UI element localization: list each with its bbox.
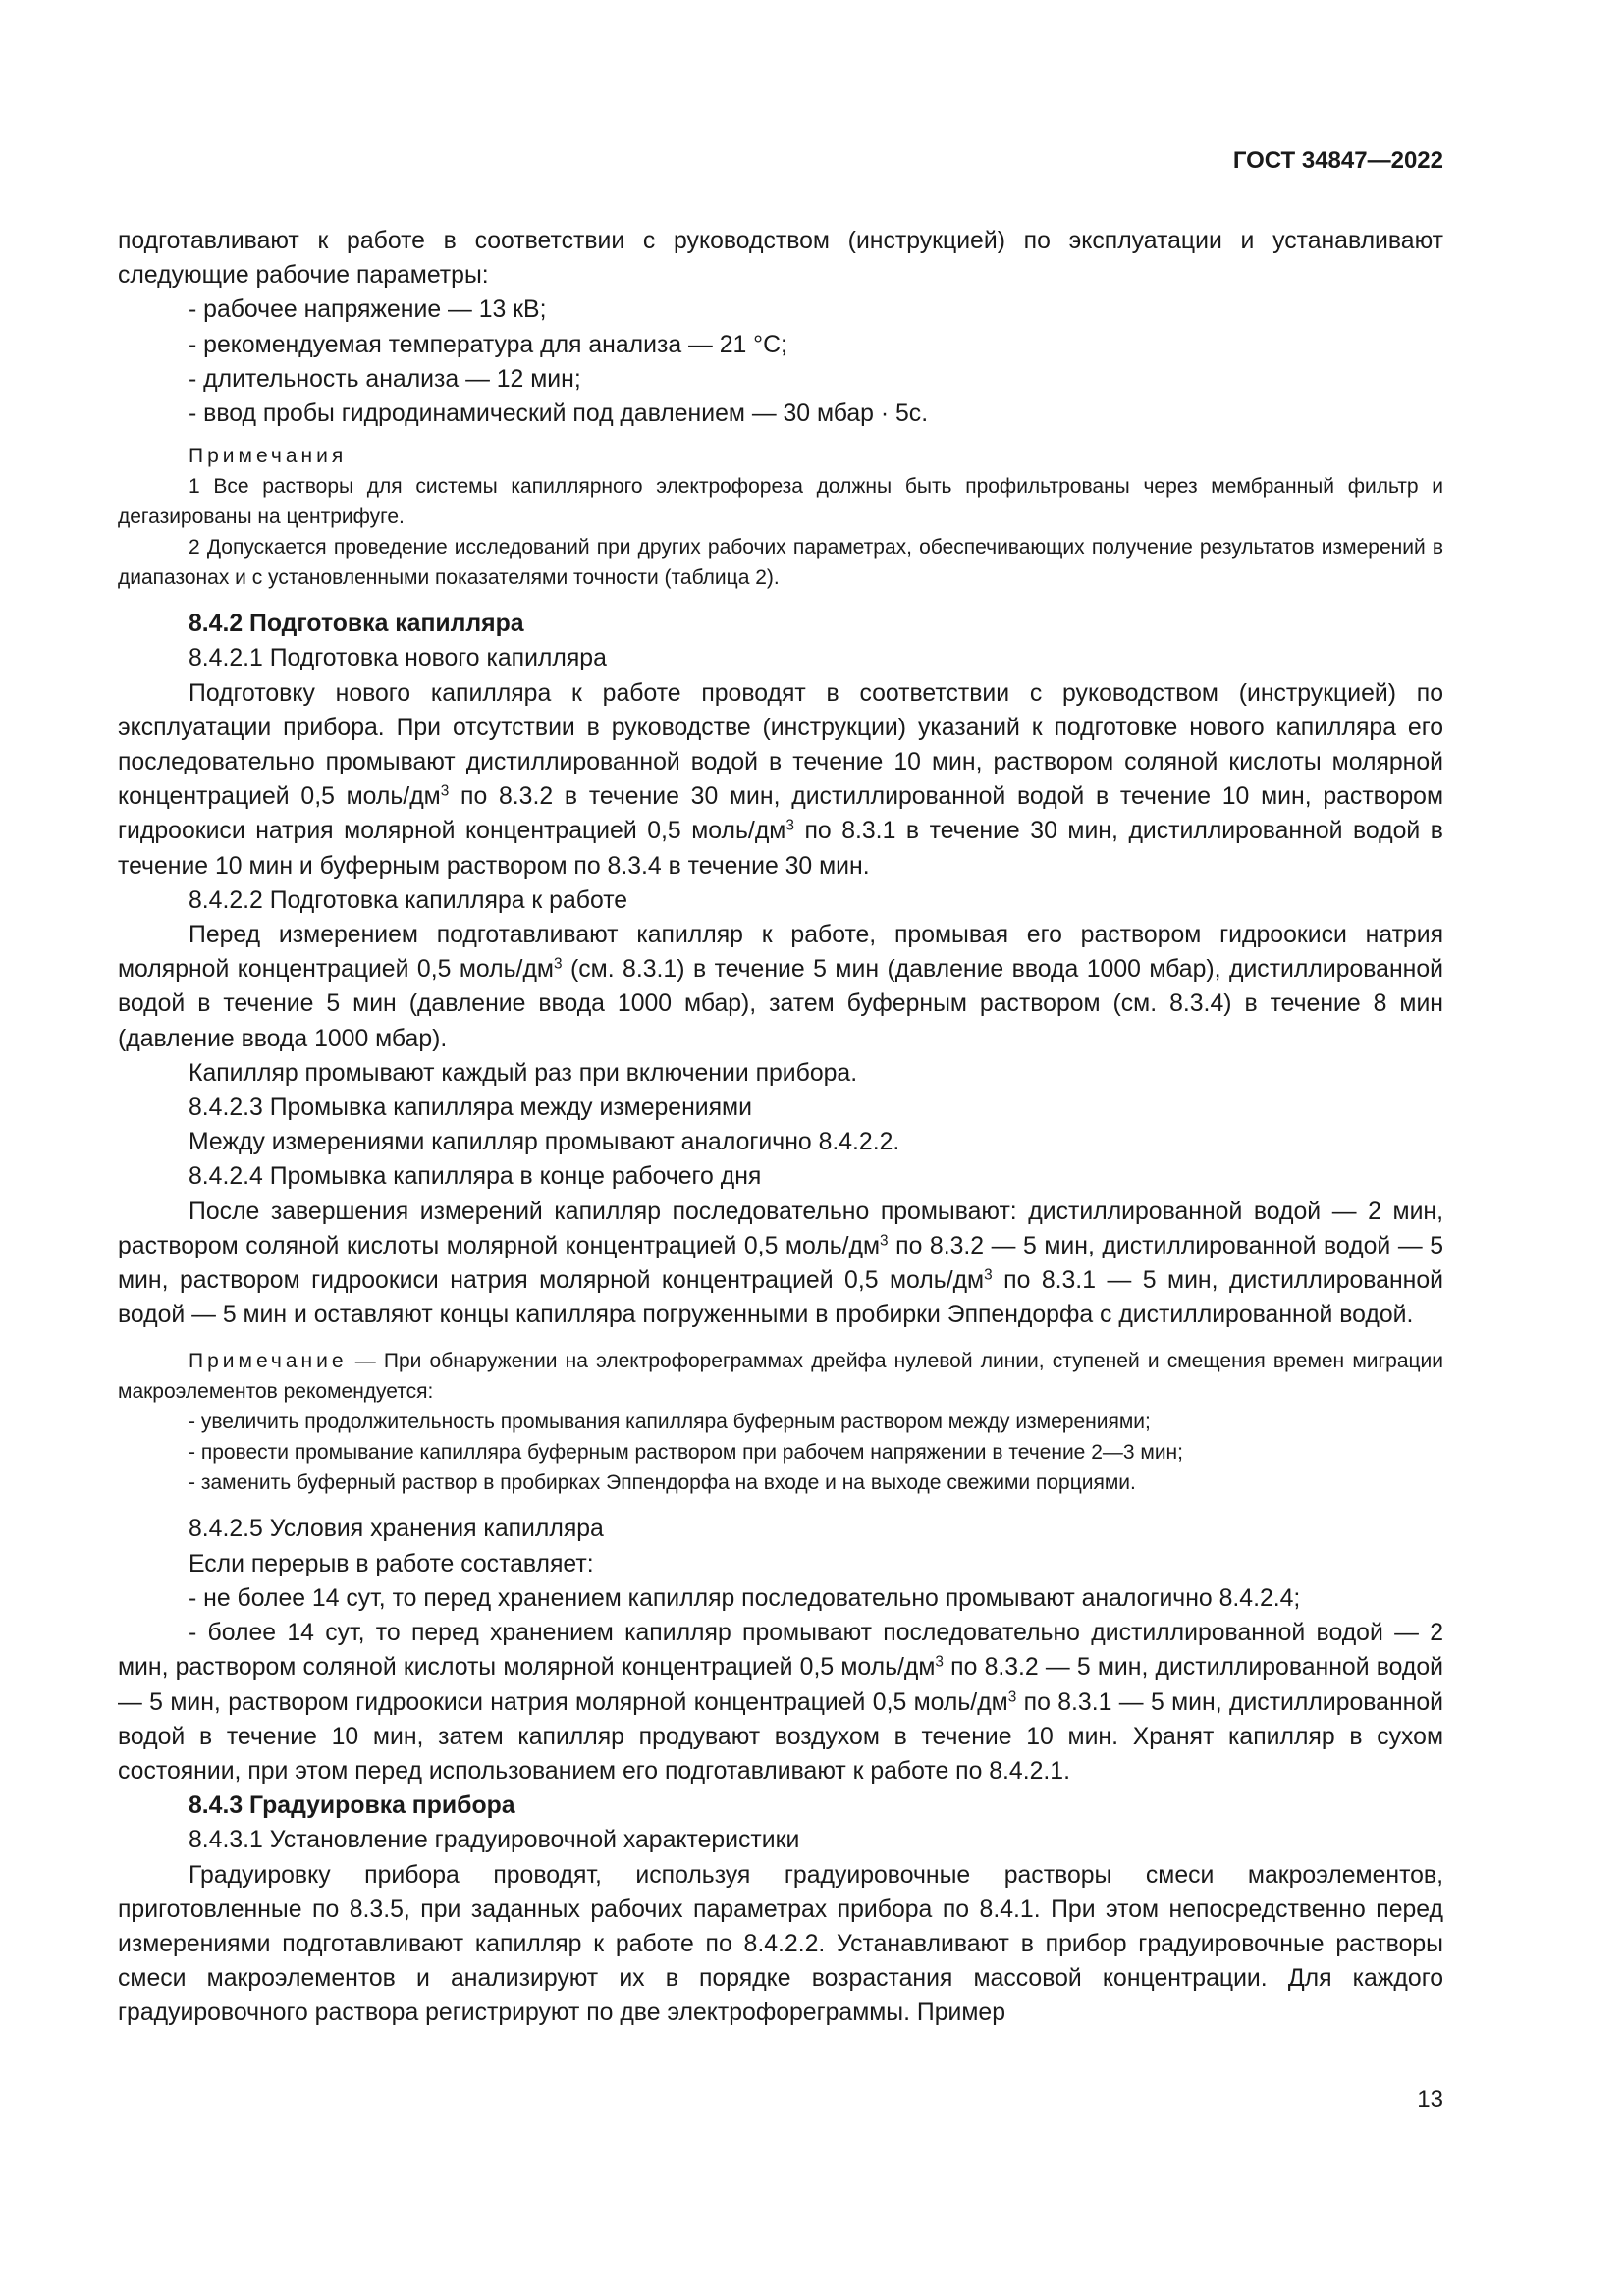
- storage-item-2: - более 14 сут, то перед хранением капилляр промывают последовательно дистиллированной водой — 2 мин, раствором соляной кислоты молярной концентрацией 0,5 моль/$дм^3$ по 8.3.2 — 5 мин, дистиллированной водой — 5 мин, раствором гидроокиси натрия молярной концентрацией 0,5 моль/$дм^3$ по 8.3.1 — 5 мин, дистиллированной водой в течение 10 мин, затем капилляр продувают воздухом в течение 10 мин. Хранят капилляр в сухом состоянии, при этом перед использованием его подготавливают к работе по 8.4.2.1.: [118, 1620, 1443, 1785]
- paragraph-8-4-2-5: Если перерыв в работе составляет:: [189, 1550, 594, 1577]
- note-8-4-2-4: Примечание — При обнаружении на электрофореграммах дрейфа нулевой линии, ступеней и смещения времен миграции макроэлементов рекомендуется:: [118, 1350, 1443, 1404]
- paragraph-8-4-2-4: После завершения измерений капилляр последовательно промывают: дистиллированной водой — 2 мин, раствором соляной кислоты молярной концентрацией 0,5 моль/$дм^3$ по 8.3.2 — 5 мин, дистиллированной водой — 5 мин, раствором гидроокиси натрия молярной концентрацией 0,5 моль/$дм^3$ по 8.3.1 — 5 мин, дистиллированной водой — 5 мин и оставляют концы капилляра погруженными в пробирки Эппендорфа с дистиллированной водой.: [118, 1198, 1444, 1329]
- section-8-4-2-3-heading: 8.4.2.3 Промывка капилляра между измерениями: [189, 1095, 752, 1122]
- section-8-4-2-5-heading: 8.4.2.5 Условия хранения капилляра: [189, 1516, 604, 1543]
- section-8-4-2-1-heading: 8.4.2.1 Подготовка нового капилляра: [189, 645, 607, 672]
- section-8-4-3-1-heading: 8.4.3.1 Установление градуировочной характеристики: [189, 1827, 800, 1854]
- note-2: 2 Допускается проведение исследований при других рабочих параметрах, обеспечивающих получение результатов измерений в диапазонах и с установленными показателями точности (таблица 2).: [118, 536, 1443, 590]
- storage-item-1: - не более 14 сут, то перед хранением капилляр последовательно промывают аналогично 8.4.2.4;: [189, 1584, 1301, 1612]
- param-item: - длительность анализа — 12 мин;: [189, 365, 581, 393]
- param-item: - рекомендуемая температура для анализа — 21 °С;: [189, 331, 787, 358]
- param-item: - рабочее напряжение — 13 кВ;: [189, 296, 547, 324]
- note-item: - провести промывание капилляра буферным раствором при рабочем напряжении в течение 2—3 мин;: [189, 1441, 1183, 1465]
- standard-header: ГОСТ 34847—2022: [1232, 147, 1443, 174]
- note-item: - заменить буферный раствор в пробирках Эппендорфа на входе и на выходе свежими порциями.: [189, 1471, 1136, 1495]
- note-1: 1 Все растворы для системы капиллярного электрофореза должны быть профильтрованы через мембранный фильтр и дегазированы на центрифуге.: [118, 475, 1443, 529]
- notes-heading: Примечания: [189, 445, 348, 468]
- page-content: [118, 224, 1443, 2031]
- paragraph-8-4-2-3: Между измерениями капилляр промывают аналогично 8.4.2.2.: [189, 1129, 900, 1156]
- paragraph-8-4-2-1: Подготовку нового капилляра к работе проводят в соответствии с руководством (инструкцией) по эксплуатации прибора. При отсутствии в руководстве (инструкции) указаний к подготовке нового капилляра его последовательно промывают дистиллированной водой в течение 10 мин, раствором соляной кислоты молярной концентрацией 0,5 моль/$дм^3$ по 8.3.2 в течение 30 мин, дистиллированной водой в течение 10 мин, раствором гидроокиси натрия молярной концентрацией 0,5 моль/$дм^3$ по 8.3.1 в течение 30 мин, дистиллированной водой в течение 10 мин и буферным раствором по 8.3.4 в течение 30 мин.: [118, 679, 1443, 880]
- paragraph-8-4-2-2-b: Капилляр промывают каждый раз при включении прибора.: [189, 1059, 858, 1087]
- paragraph-8-4-2-2: Перед измерением подготавливают капилляр к работе, промывая его раствором гидроокиси натрия молярной концентрацией 0,5 моль/$дм^3$ (см. 8.3.1) в течение 5 мин (давление ввода 1000 мбар), дистиллированной водой в течение 5 мин (давление ввода 1000 мбар), затем буферным раствором (см. 8.3.4) в течение 8 мин (давление ввода 1000 мбар).: [118, 922, 1443, 1052]
- note-item: - увеличить продолжительность промывания капилляра буферным раствором между измерениями;: [189, 1411, 1151, 1434]
- page-number: 13: [1417, 2086, 1443, 2112]
- section-8-4-2-heading: 8.4.2 Подготовка капилляра: [189, 611, 524, 638]
- paragraph-8-4-3-1: Градуировку прибора проводят, используя градуировочные растворы смеси макроэлементов, приготовленные по 8.3.5, при заданных рабочих параметрах прибора по 8.4.1. При этом непосредственно перед измерениями подготавливают капилляр к работе по 8.4.2.2. Устанавливают в прибор градуировочные растворы смеси макроэлементов и анализируют их в порядке возрастания массовой концентрации. Для каждого градуировочного раствора регистрируют по две электрофореграммы. Пример: [118, 1861, 1443, 2027]
- note-label: Примечание: [189, 1350, 348, 1373]
- intro-paragraph: подготавливают к работе в соответствии с руководством (инструкцией) по эксплуатации и устанавливают следующие рабочие параметры:: [118, 228, 1443, 290]
- section-8-4-2-4-heading: 8.4.2.4 Промывка капилляра в конце рабочего дня: [189, 1163, 762, 1191]
- param-item: - ввод пробы гидродинамический под давлением — 30 мбар · 5с.: [189, 400, 929, 428]
- section-8-4-2-2-heading: 8.4.2.2 Подготовка капилляра к работе: [189, 886, 628, 914]
- section-8-4-3-heading: 8.4.3 Градуировка прибора: [189, 1792, 515, 1820]
